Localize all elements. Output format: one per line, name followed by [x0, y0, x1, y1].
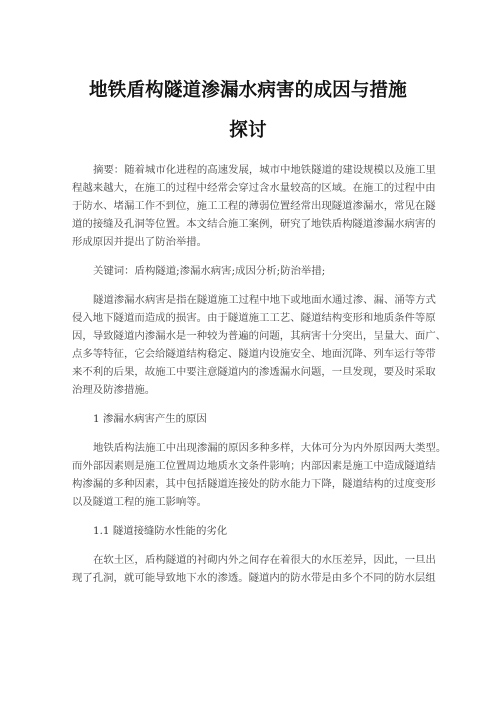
subsection-heading: 1.1 隧道接缝防水性能的劣化: [93, 525, 228, 537]
intro-line: 治理及防渗措施。: [72, 384, 156, 396]
section-line: 构渗漏的多种因素，其中包括隧道连接处的防水能力下降，隧道结构的过度变形: [72, 478, 436, 490]
section-heading: 1 渗漏水病害产生的原因: [93, 413, 207, 425]
document-title-line-2: 探讨: [229, 120, 267, 141]
intro-line: 点多等特征，它会给隧道结构稳定、隧道内设施安全、地面沉降、列车运行等带: [72, 348, 436, 360]
section-line: 地铁盾构法施工中出现渗漏的原因多种多样，大体可分为内外原因两大类型。: [93, 442, 447, 454]
abstract-line: 于防水、堵漏工作不到位，施工工程的薄弱位置经常出现隧道渗漏水，常见在隧: [72, 200, 436, 212]
abstract-line: 程越来越大，在施工的过程中经常会穿过含水量较高的区域。在施工的过程中由: [72, 182, 436, 194]
document-title-line-1: 地铁盾构隧道渗漏水病害的成因与措施: [89, 80, 407, 101]
subsection-line: 在软土区，盾构隧道的衬砌内外之间存在着很大的水压差异，因此，一旦出: [93, 554, 436, 566]
abstract-line: 形成原因并提出了防治举措。: [72, 236, 208, 248]
intro-line: 隧道渗漏水病害是指在隧道施工过程中地下或地面水通过渗、漏、涌等方式: [93, 294, 436, 306]
section-line: 而外部因素则是施工位置周边地质水文条件影响；内部因素是施工中造成隧道结: [72, 460, 436, 472]
abstract-line: 摘要：随着城市化进程的高速发展，城市中地铁隧道的建设规模以及施工里: [93, 164, 436, 176]
intro-line: 因，导致隧道内渗漏水是一种较为普遍的问题，其病害十分突出，呈量大、面广、: [72, 330, 447, 342]
abstract-line: 道的接缝及孔洞等位置。本文结合施工案例，研究了地铁盾构隧道渗漏水病害的: [72, 218, 436, 230]
intro-line: 来不利的后果，故施工中要注意隧道内的渗透漏水问题，一旦发现，要及时采取: [72, 366, 436, 378]
subsection-line: 现了孔洞，就可能导致地下水的渗透。隧道内的防水带是由多个不同的防水层组: [72, 572, 436, 584]
section-line: 以及隧道工程的施工影响等。: [72, 496, 208, 508]
keywords: 关键词：盾构隧道;渗漏水病害;成因分析;防治举措;: [93, 265, 326, 277]
intro-line: 侵入地下隧道而造成的损害。由于隧道施工工艺、隧道结构变形和地质条件等原: [72, 312, 436, 324]
